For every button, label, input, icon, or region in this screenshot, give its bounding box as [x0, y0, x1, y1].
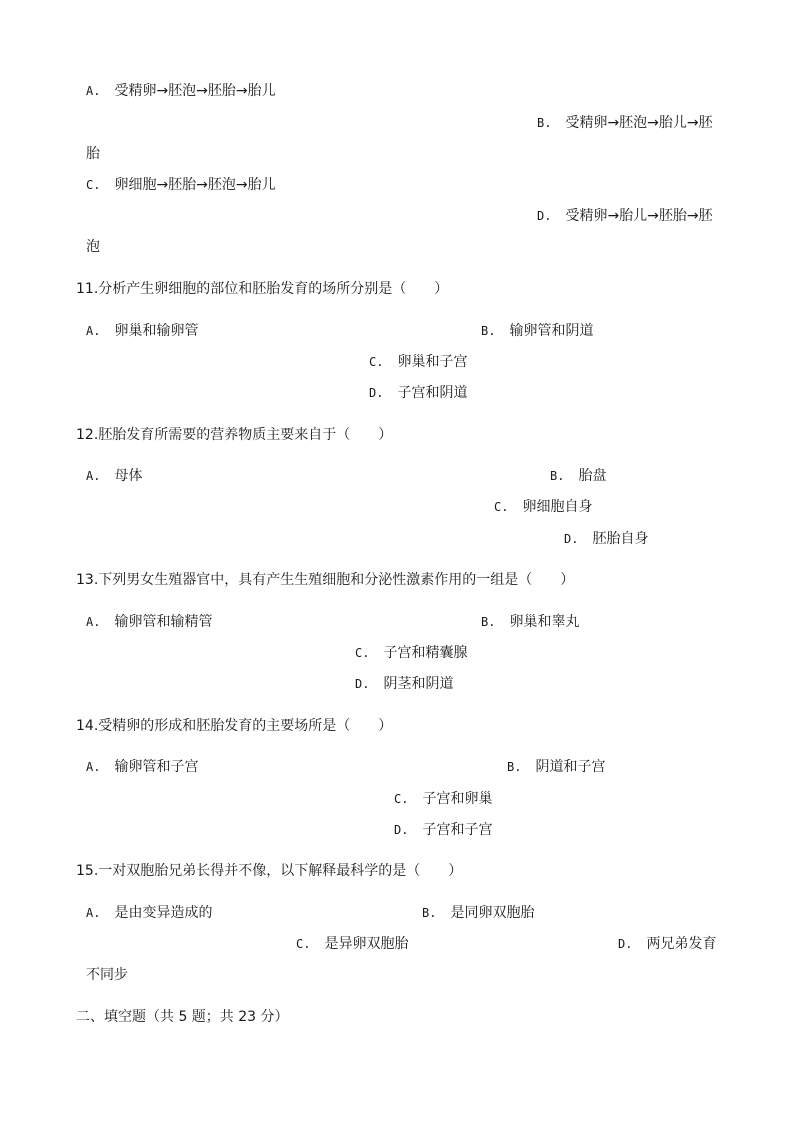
q10-option-a-letter: A.	[86, 84, 101, 98]
q12-option-c-letter: C.	[494, 500, 509, 514]
q14-option-a-text: 输卵管和子宫	[114, 759, 199, 775]
q14-stem: 14.受精卵的形成和胚胎发育的主要场所是（ ）	[76, 718, 393, 734]
q13-option-c-text: 子宫和精囊腺	[383, 645, 468, 661]
q14-option-d-letter: D.	[394, 823, 409, 837]
q14-option-c-text: 子宫和卵巢	[422, 791, 493, 807]
q11-stem: 11.分析产生卵细胞的部位和胚胎发育的场所分别是（ ）	[76, 281, 449, 297]
q15-option-b	[422, 904, 534, 922]
q12-option-c-text: 卵细胞自身	[522, 499, 593, 515]
q15-option-a-text: 是由变异造成的	[114, 905, 213, 921]
q11-option-d	[369, 384, 467, 402]
q13-option-d-text: 阴茎和阴道	[383, 676, 454, 692]
q12-option-b-text: 胎盘	[578, 468, 607, 484]
q13-option-c	[355, 644, 467, 662]
q10-option-c-text: 卵细胞→胚胎→胚泡→胎儿	[114, 177, 276, 193]
q10-option-d-wrap: 泡	[86, 239, 100, 255]
q15-option-a	[86, 904, 212, 922]
q11-option-a	[86, 322, 198, 340]
q10-option-c-letter: C.	[86, 178, 101, 192]
q13-option-d	[355, 675, 453, 693]
q12-option-d-letter: D.	[564, 532, 579, 546]
q14-option-b-text: 阴道和子宫	[535, 759, 606, 775]
q14-option-b-letter: B.	[507, 760, 522, 774]
q12-stem: 12.胚胎发育所需要的营养物质主要来自于（ ）	[76, 427, 393, 443]
q10-option-b-wrap: 胎	[86, 146, 100, 162]
q15-option-a-letter: A.	[86, 906, 101, 920]
q15-option-b-letter: B.	[422, 906, 437, 920]
q13-option-b	[481, 613, 579, 631]
q13-stem: 13.下列男女生殖器官中，具有产生生殖细胞和分泌性激素作用的一组是（ ）	[76, 572, 575, 588]
q11-option-d-letter: D.	[369, 386, 384, 400]
q12-option-d-text: 胚胎自身	[592, 531, 649, 547]
q11-option-a-text: 卵巢和输卵管	[114, 323, 199, 339]
q12-option-b	[550, 467, 606, 485]
q15-option-b-text: 是同卵双胞胎	[450, 905, 535, 921]
q14-option-a	[86, 758, 198, 776]
q14-option-d-text: 子宫和子宫	[422, 822, 493, 838]
q12-option-b-letter: B.	[550, 469, 565, 483]
q15-option-d-letter: D.	[618, 937, 633, 951]
q12-option-d	[564, 530, 648, 548]
q13-option-b-text: 卵巢和睾丸	[509, 614, 580, 630]
q13-option-a-letter: A.	[86, 615, 101, 629]
q10-option-c	[86, 176, 276, 194]
q13-option-d-letter: D.	[355, 677, 370, 691]
q10-option-b	[537, 114, 713, 132]
q10-option-d-text: 受精卵→胎儿→胚胎→胚	[565, 208, 713, 224]
q10-option-d	[537, 207, 713, 225]
q10-option-b-letter: B.	[537, 116, 552, 130]
q12-option-c	[494, 498, 592, 516]
q11-option-d-text: 子宫和阴道	[397, 385, 468, 401]
q14-option-a-letter: A.	[86, 760, 101, 774]
q14-option-d	[394, 821, 492, 839]
q10-option-a-text: 受精卵→胚泡→胚胎→胎儿	[114, 83, 276, 99]
q12-option-a	[86, 467, 142, 485]
q10-option-b-text: 受精卵→胚泡→胎儿→胚	[565, 115, 713, 131]
q15-option-d	[618, 935, 716, 953]
q13-option-a	[86, 613, 212, 631]
q11-option-b	[481, 322, 593, 340]
q11-option-a-letter: A.	[86, 324, 101, 338]
q12-option-a-letter: A.	[86, 469, 101, 483]
q11-option-b-text: 输卵管和阴道	[509, 323, 594, 339]
q11-option-c-text: 卵巢和子宫	[397, 354, 468, 370]
q15-stem: 15.一对双胞胎兄弟长得并不像，以下解释最科学的是（ ）	[76, 863, 463, 879]
q12-option-a-text: 母体	[114, 468, 143, 484]
q15-option-d-wrap: 不同步	[86, 967, 128, 983]
q15-option-c	[296, 935, 408, 953]
q13-option-a-text: 输卵管和输精管	[114, 614, 213, 630]
q15-option-d-text: 两兄弟发育	[646, 936, 717, 952]
q14-option-b	[507, 758, 605, 776]
q14-option-c-letter: C.	[394, 792, 409, 806]
section-heading: 二、填空题（共 5 题；共 23 分）	[76, 1009, 289, 1025]
q11-option-c-letter: C.	[369, 355, 384, 369]
q15-option-c-text: 是异卵双胞胎	[324, 936, 409, 952]
q13-option-b-letter: B.	[481, 615, 496, 629]
q10-option-d-letter: D.	[537, 209, 552, 223]
q15-option-c-letter: C.	[296, 937, 311, 951]
q13-option-c-letter: C.	[355, 646, 370, 660]
q10-option-a	[86, 82, 276, 100]
q11-option-b-letter: B.	[481, 324, 496, 338]
q11-option-c	[369, 353, 467, 371]
q14-option-c	[394, 790, 492, 808]
